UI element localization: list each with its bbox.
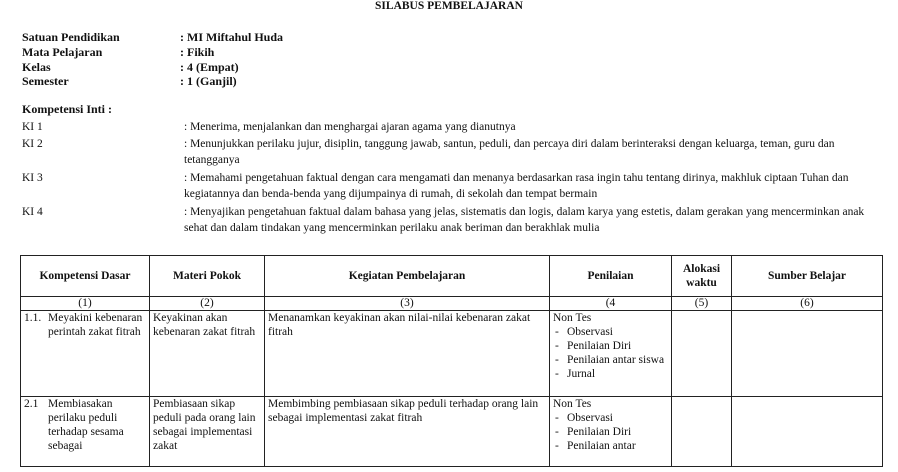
alokasi-cell bbox=[672, 311, 732, 397]
ki-desc: : Memahami pengetahuan faktual dengan cara mengamati dan menanya berdasarkan rasa ingin tahu tentang dirinya, makhluk ciptaan Tuhan dan kegiatannya dan benda-benda yang dijumpainya di rumah, di sekolah dan tempat bermain bbox=[184, 172, 849, 200]
col-number: (2) bbox=[150, 297, 265, 311]
ki-code: KI 2 bbox=[22, 138, 43, 150]
header-materi-pokok: Materi Pokok bbox=[150, 256, 265, 297]
syllabus-table bbox=[20, 255, 883, 467]
kd-number: 2.1 bbox=[24, 398, 39, 410]
penilaian-item: - Penilaian antar bbox=[553, 439, 668, 453]
materi-cell: Keyakinan akan kebenaran zakat fitrah bbox=[150, 311, 265, 397]
page-title: SILABUS PEMBELAJARAN bbox=[375, 0, 523, 12]
col-number: (1) bbox=[21, 297, 150, 311]
ki-code: KI 4 bbox=[22, 206, 43, 218]
ki-desc: : Menyajikan pengetahuan faktual dalam bahasa yang jelas, sistematis dan logis, dalam karya yang estetis, dalam gerakan yang mencerminkan anak sehat dan dalam tindakan yang mencerminkan perilaku anak beriman dan berakhlak mulia bbox=[184, 206, 865, 234]
header-penilaian: Penilaian bbox=[550, 256, 672, 297]
penilaian-cell bbox=[550, 311, 672, 397]
table-row bbox=[21, 311, 883, 397]
kd-text: Meyakini kebenaran perintah zakat fitrah bbox=[48, 312, 143, 338]
table-header-row bbox=[21, 256, 883, 297]
header-alokasi: Alokasi waktu bbox=[672, 256, 732, 297]
col-number: (6) bbox=[732, 297, 883, 311]
kd-cell bbox=[21, 397, 150, 467]
penilaian-title: Non Tes bbox=[553, 398, 592, 410]
table-number-row bbox=[21, 297, 883, 311]
info-label: Kelas bbox=[22, 60, 51, 74]
ki-code: KI 1 bbox=[22, 121, 43, 133]
col-number: (4 bbox=[550, 297, 672, 311]
kd-text: Membiasakan perilaku peduli terhadap sesama sebagai bbox=[48, 398, 124, 452]
alokasi-cell bbox=[672, 397, 732, 467]
penilaian-cell bbox=[550, 397, 672, 467]
penilaian-item: - Penilaian Diri bbox=[553, 339, 668, 353]
info-value: : 4 (Empat) bbox=[180, 60, 239, 74]
ki-desc: : Menunjukkan perilaku jujur, disiplin, tanggung jawab, santun, peduli, dan percaya diri dalam berinteraksi dengan keluarga, teman, guru dan tetangganya bbox=[184, 138, 835, 166]
penilaian-item: - Observasi bbox=[553, 411, 668, 425]
penilaian-title: Non Tes bbox=[553, 312, 592, 324]
kd-cell bbox=[21, 311, 150, 397]
ki-code: KI 3 bbox=[22, 172, 43, 184]
col-number: (3) bbox=[265, 297, 550, 311]
header-kegiatan: Kegiatan Pembelajaran bbox=[265, 256, 550, 297]
info-value: : Fikih bbox=[180, 45, 215, 59]
penilaian-item: - Observasi bbox=[553, 325, 668, 339]
kegiatan-cell: Menanamkan keyakinan akan nilai-nilai kebenaran zakat fitrah bbox=[265, 311, 550, 397]
ki-desc: : Menerima, menjalankan dan menghargai ajaran agama yang dianutnya bbox=[184, 121, 516, 133]
col-number: (5) bbox=[672, 297, 732, 311]
ki-heading: Kompetensi Inti : bbox=[22, 102, 112, 116]
sumber-cell bbox=[732, 311, 883, 397]
penilaian-item: - Penilaian antar siswa bbox=[553, 353, 668, 367]
header-sumber: Sumber Belajar bbox=[732, 256, 883, 297]
kegiatan-cell: Membimbing pembiasaan sikap peduli terhadap orang lain sebagai implementasi zakat fitrah bbox=[265, 397, 550, 467]
kd-number: 1.1. bbox=[24, 312, 42, 324]
info-label: Semester bbox=[22, 74, 69, 88]
info-label: Mata Pelajaran bbox=[22, 45, 103, 59]
penilaian-item: - Jurnal bbox=[553, 367, 668, 381]
materi-cell: Pembiasaan sikap peduli pada orang lain sebagai implementasi zakat bbox=[150, 397, 265, 467]
table-row bbox=[21, 397, 883, 467]
info-value: : 1 (Ganjil) bbox=[180, 74, 237, 88]
sumber-cell bbox=[732, 397, 883, 467]
info-label: Satuan Pendidikan bbox=[22, 30, 120, 44]
header-kompetensi-dasar: Kompetensi Dasar bbox=[21, 256, 150, 297]
penilaian-item: - Penilaian Diri bbox=[553, 425, 668, 439]
info-value: : MI Miftahul Huda bbox=[180, 30, 284, 44]
